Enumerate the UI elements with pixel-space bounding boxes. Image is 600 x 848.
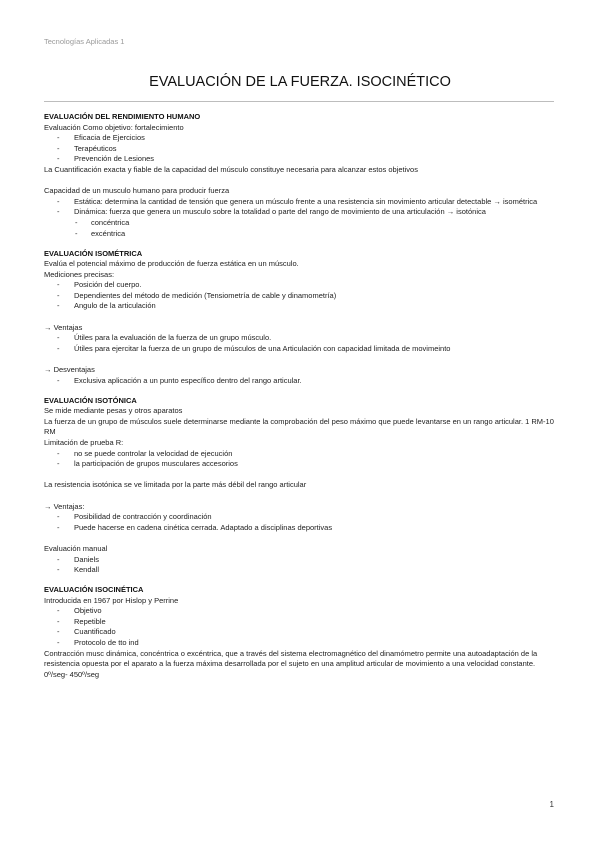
section-rendimiento <box>44 112 558 239</box>
section-isotonica <box>44 396 558 576</box>
bullet-list <box>44 512 558 533</box>
list-item: - Daniels <box>44 555 558 566</box>
spacer <box>44 354 558 365</box>
list-item: - Exclusiva aplicación a un punto específico dentro del rango articular. <box>44 376 558 387</box>
list-item: - Angulo de la articulación <box>44 301 558 312</box>
section-heading: EVALUACIÓN DEL RENDIMIENTO HUMANO <box>44 112 201 121</box>
manual-label: Evaluación manual <box>44 543 108 553</box>
paragraph: La fuerza de un grupo de músculos suele determinarse mediante la comprobación del peso máximo que puede levantarse en un rango articular. 1 RM-10 RM <box>44 416 554 437</box>
bullet-list <box>44 449 558 470</box>
spacer <box>44 312 558 323</box>
list-item: - Dependientes del método de medición (Tensiometría de cable y dinamometría) <box>44 291 558 302</box>
paragraph: Capacidad de un musculo humano para producir fuerza <box>44 186 230 196</box>
list-item: - concéntrica <box>44 218 558 229</box>
list-item: - Prevención de Lesiones <box>44 154 558 165</box>
list-item: - Posición del cuerpo. <box>44 280 558 291</box>
paragraph: Evaluación Como objetivo: fortalecimiento <box>44 122 184 132</box>
bullet-list <box>44 376 558 387</box>
ventajas-label: → Ventajas: <box>44 501 85 511</box>
bullet-list <box>44 555 558 576</box>
paragraph: La resistencia isotónica se ve limitada por la parte más débil del rango articular <box>44 480 307 490</box>
title-divider <box>44 101 554 102</box>
paragraph: La Cuantificación exacta y fiable de la capacidad del músculo constituye necesaria para alcanzar estos objetivos <box>44 164 418 174</box>
list-item: - Útiles para la evaluación de la fuerza de un grupo músculo. <box>44 333 558 344</box>
spacer <box>44 176 558 187</box>
sub-bullet-list <box>44 218 558 239</box>
bullet-list <box>44 333 558 354</box>
list-item: - Puede hacerse en cadena cinética cerrada. Adaptado a disciplinas deportivas <box>44 523 558 534</box>
bullet-list <box>44 133 558 165</box>
paragraph: 0º/seg- 450º/seg <box>44 669 100 679</box>
section-heading: EVALUACIÓN ISOTÓNICA <box>44 395 137 405</box>
document-body <box>44 112 558 680</box>
list-item: - la participación de grupos musculares accesorios <box>44 459 558 470</box>
list-item: - no se puede controlar la velocidad de ejecución <box>44 449 558 460</box>
paragraph: Introducida en 1967 por Hislop y Perrine <box>44 595 179 605</box>
paragraph: Mediciones precisas: <box>44 269 115 279</box>
section-heading: EVALUACIÓN ISOCINÉTICA <box>44 585 144 595</box>
document-header-note: Tecnologías Aplicadas 1 <box>44 37 125 46</box>
paragraph: Evalúa el potencial máximo de producción de fuerza estática en un músculo. <box>44 259 299 269</box>
list-item: - Protocolo de tto ind <box>44 638 558 649</box>
ventajas-label: → Ventajas <box>44 322 83 332</box>
list-item: - excéntrica <box>44 229 558 240</box>
list-item: - Kendall <box>44 565 558 576</box>
list-item: - Repetible <box>44 617 558 628</box>
spacer <box>44 533 558 544</box>
list-item: - Estática: determina la cantidad de tensión que genera un músculo frente a una resistencia sin movimiento articular detectable → isométrica <box>44 197 558 208</box>
spacer <box>44 470 558 481</box>
paragraph: Contracción musc dinámica, concéntrica o excéntrica, que a través del sistema electromagnético del dinamómetro permite una autoadaptación de la resistencia opuesta por el aparato a la fuerza máxima desarrollada por el sujeto en una amplitud articular de movimiento a una velocidad constante. <box>44 648 538 669</box>
page-title: EVALUACIÓN DE LA FUERZA. ISOCINÉTICO <box>149 74 451 90</box>
paragraph: Limitación de prueba R: <box>44 438 124 447</box>
list-item: - Eficacia de Ejercicios <box>44 133 558 144</box>
section-isocinetica <box>44 585 558 680</box>
list-item: - Terapéuticos <box>44 144 558 155</box>
page-number: 1 <box>549 800 554 809</box>
section-isometrica <box>44 249 558 387</box>
paragraph: Se mide mediante pesas y otros aparatos <box>44 406 183 416</box>
desventajas-label: → Desventajas <box>44 365 95 375</box>
list-item: - Útiles para ejercitar la fuerza de un grupo de músculos de una Articulación con capacidad limitada de movimeinto <box>44 344 558 355</box>
list-item: - Objetivo <box>44 606 558 617</box>
bullet-list <box>44 280 558 312</box>
bullet-list <box>44 606 558 648</box>
section-heading: EVALUACIÓN ISOMÉTRICA <box>44 248 143 258</box>
list-item: - Posibilidad de contracción y coordinación <box>44 512 558 523</box>
spacer <box>44 491 558 502</box>
bullet-list <box>44 197 558 218</box>
list-item: - Dinámica: fuerza que genera un musculo sobre la totalidad o parte del rango de movimiento de una articulación → isotónica <box>44 207 558 218</box>
list-item: - Cuantificado <box>44 627 558 638</box>
